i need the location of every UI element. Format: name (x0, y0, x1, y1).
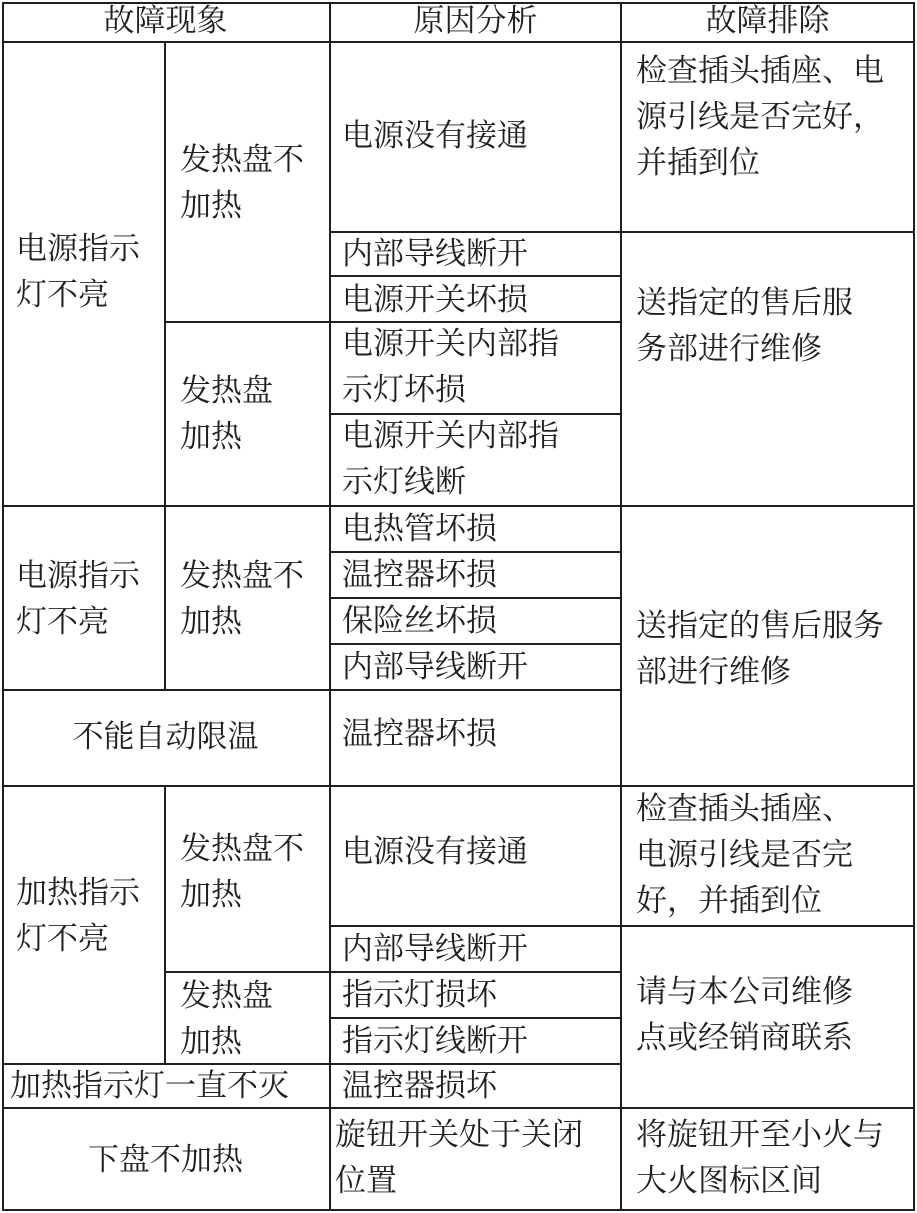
cause-switch-lamp-wire-broken (342, 413, 559, 505)
cause-text: 保险丝坏损 (342, 603, 497, 639)
fix-line: 好，并插到位 (636, 883, 822, 919)
symptom-no-auto-temp-limit (2, 714, 329, 760)
symptom-line: 电源指示 (16, 558, 140, 594)
cause-switch-lamp-damaged (342, 321, 559, 413)
fix-line: 源引线是否完好， (636, 99, 884, 135)
fix-line: 送指定的售后服务 (636, 608, 884, 644)
fix-line: 请与本公司维修 (636, 974, 853, 1010)
fix-send-to-service (636, 280, 853, 372)
symptom-text: 下盘不加热 (88, 1142, 243, 1178)
cause-text: 内部导线断开 (342, 931, 528, 967)
fix-check-plug (636, 786, 853, 924)
cause-text: 电源没有接通 (342, 834, 528, 870)
symptom-line: 灯不亮 (16, 604, 109, 640)
cause-text: 内部导线断开 (342, 649, 528, 685)
col-divider (164, 505, 166, 691)
sub-symptom-plate-not-heating (180, 826, 304, 918)
cause-power-not-connected (342, 829, 528, 875)
row-divider (2, 689, 622, 691)
sub-symptom-line: 加热 (180, 188, 242, 224)
symptom-line: 加热指示 (16, 875, 140, 911)
table-border-left (2, 2, 4, 1211)
fix-line: 大火图标区间 (636, 1163, 822, 1199)
cause-indicator-lamp-wire-broken (342, 1018, 528, 1064)
header-fix (622, 0, 913, 42)
fix-line: 电源引线是否完 (636, 837, 853, 873)
symptom-line: 灯不亮 (16, 921, 109, 957)
symptom-line: 电源指示 (16, 231, 140, 267)
sub-symptom-line: 加热 (180, 604, 242, 640)
symptom-heating-indicator-off (16, 870, 140, 962)
fix-line: 务部进行维修 (636, 331, 822, 367)
fix-line: 送指定的售后服 (636, 285, 853, 321)
symptom-heating-indicator-always-on (10, 1063, 289, 1109)
cause-line: 示灯线断 (342, 464, 466, 500)
cause-power-not-connected (342, 113, 528, 159)
cause-internal-wire-broken (342, 926, 528, 972)
header-symptom-text: 故障现象 (103, 3, 228, 39)
cause-indicator-lamp-broken (342, 972, 497, 1018)
sub-symptom-plate-not-heating (180, 553, 304, 645)
cause-text: 指示灯线断开 (342, 1023, 528, 1059)
cause-line: 电源开关内部指 (342, 326, 559, 362)
symptom-bottom-plate-not-heating (2, 1137, 329, 1183)
sub-symptom-plate-heating (180, 973, 273, 1065)
sub-symptom-line: 发热盘 (180, 978, 273, 1014)
cause-line: 位置 (335, 1163, 397, 1199)
symptom-power-indicator-off (16, 226, 140, 318)
cause-text: 指示灯损坏 (342, 977, 497, 1013)
cause-power-switch-damaged (342, 277, 528, 323)
cause-text: 温控器坏损 (342, 716, 497, 752)
fix-line: 检查插头插座、电 (636, 53, 884, 89)
fix-send-to-service (636, 603, 884, 695)
fix-contact-service (636, 969, 853, 1061)
cause-text: 温控器损坏 (342, 1068, 497, 1104)
fix-line: 点或经销商联系 (636, 1020, 853, 1056)
cause-text: 电源没有接通 (342, 118, 528, 154)
table-border-bottom (2, 1209, 915, 1211)
col-divider (329, 2, 331, 1211)
cause-text: 温控器坏损 (342, 557, 497, 593)
fix-line: 检查插头插座、 (636, 791, 853, 827)
fix-check-plug (636, 48, 884, 186)
cause-thermostat-broken (342, 1063, 497, 1109)
cause-knob-switch-off (335, 1112, 583, 1204)
fix-turn-knob (636, 1112, 884, 1204)
sub-symptom-line: 发热盘不 (180, 558, 304, 594)
sub-symptom-line: 发热盘 (180, 373, 273, 409)
symptom-text: 不能自动限温 (72, 719, 259, 755)
cause-line: 旋钮开关处于关闭 (335, 1117, 583, 1153)
fix-line: 将旋钮开至小火与 (636, 1117, 884, 1153)
cause-fuse-damaged (342, 598, 497, 644)
cause-text: 内部导线断开 (342, 236, 528, 272)
cause-text: 电源开关坏损 (342, 282, 528, 318)
cause-text: 电热管坏损 (342, 511, 497, 547)
cause-heating-tube-damaged (342, 506, 497, 552)
cause-thermostat-damaged (342, 552, 497, 598)
sub-symptom-line: 发热盘不 (180, 142, 304, 178)
sub-symptom-line: 发热盘不 (180, 831, 304, 867)
sub-symptom-plate-heating (180, 368, 273, 460)
symptom-text: 加热指示灯一直不灭 (10, 1068, 289, 1104)
sub-symptom-plate-not-heating (180, 137, 304, 229)
cause-thermostat-damaged (342, 711, 497, 757)
table-border-right (913, 2, 915, 1211)
cause-internal-wire-broken (342, 231, 528, 277)
col-divider (164, 41, 166, 507)
fix-line: 部进行维修 (636, 654, 791, 690)
sub-symptom-line: 加热 (180, 877, 242, 913)
header-cause (331, 0, 620, 42)
cause-internal-wire-broken (342, 644, 528, 690)
col-divider (164, 785, 166, 1065)
fix-line: 并插到位 (636, 145, 760, 181)
sub-symptom-line: 加热 (180, 419, 242, 455)
col-divider (620, 2, 622, 1211)
sub-symptom-line: 加热 (180, 1024, 242, 1060)
header-symptom (2, 0, 329, 42)
header-cause-text: 原因分析 (413, 3, 538, 39)
symptom-power-indicator-off (16, 553, 140, 645)
symptom-line: 灯不亮 (16, 277, 109, 313)
cause-line: 电源开关内部指 (342, 418, 559, 454)
header-fix-text: 故障排除 (705, 3, 830, 39)
cause-line: 示灯坏损 (342, 372, 466, 408)
